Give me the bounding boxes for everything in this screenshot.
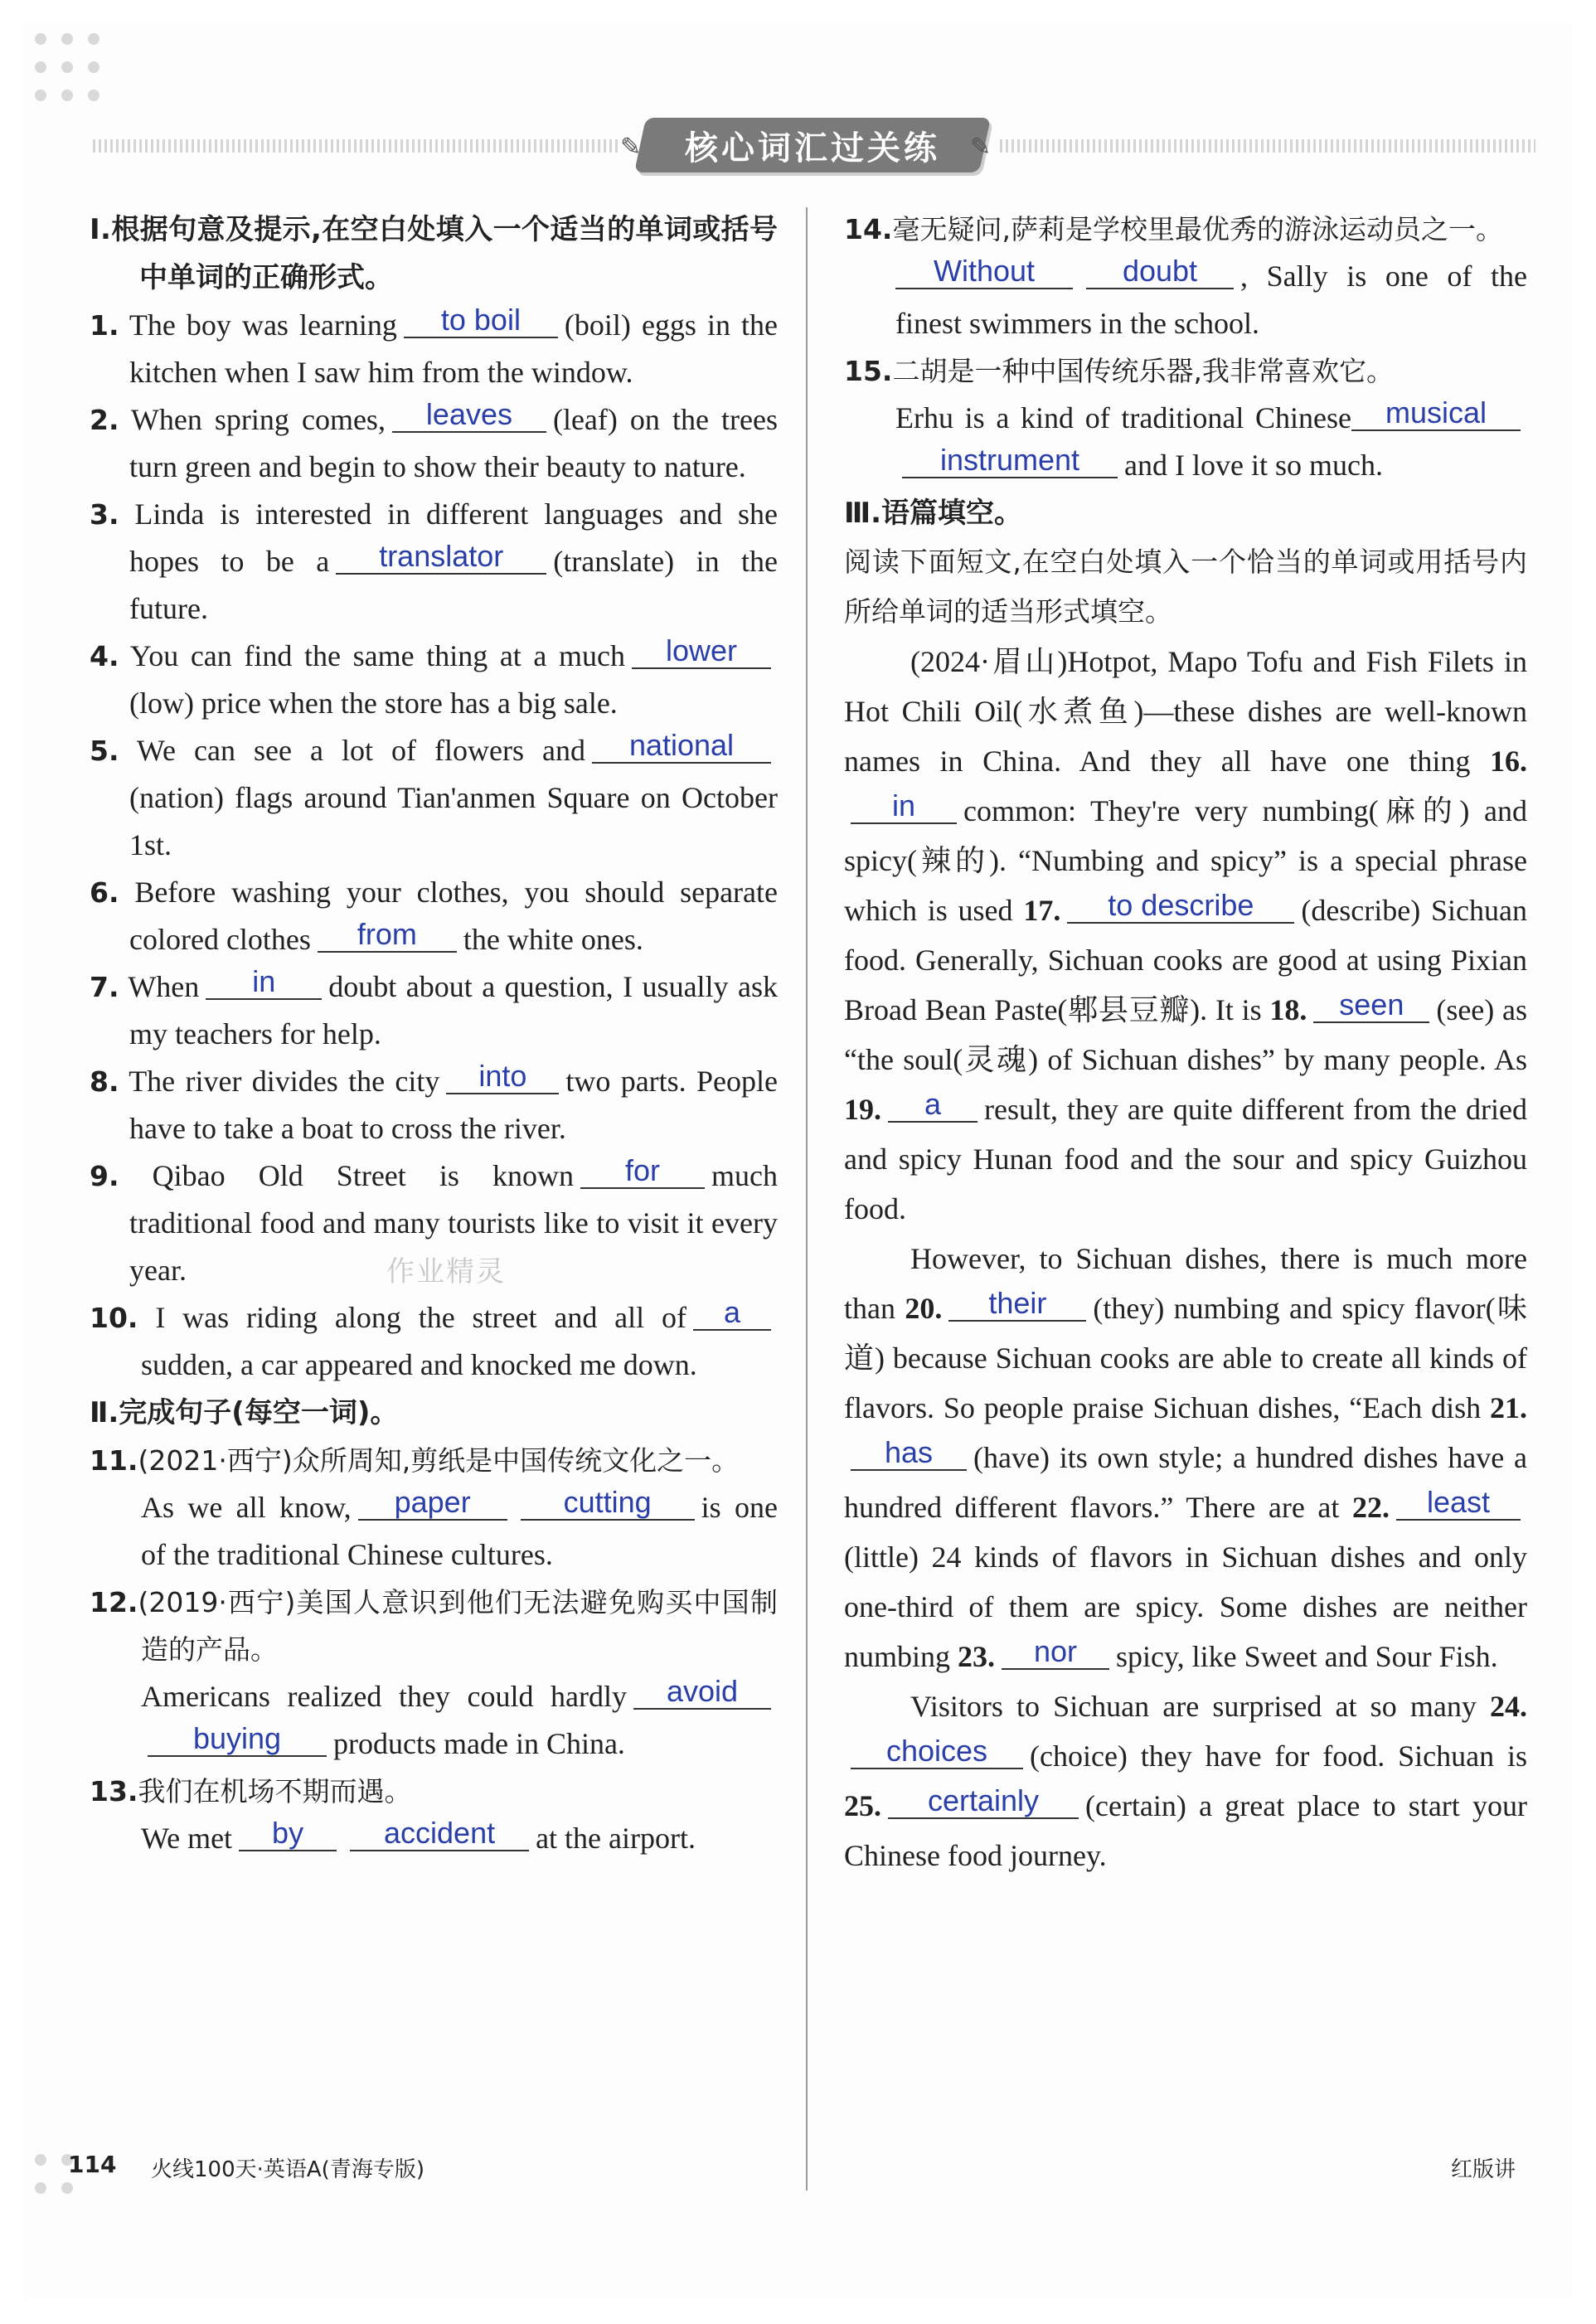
answer-blank[interactable]: into: [446, 1060, 559, 1094]
page-number: 114: [68, 2151, 117, 2178]
question-7: 7. When in doubt about a question, I usually ask my teachers for help.: [90, 964, 779, 1050]
answer-blank[interactable]: least: [1396, 1486, 1521, 1521]
answer-blank[interactable]: by: [239, 1817, 337, 1851]
section-title: 核心词汇过关练: [685, 129, 940, 167]
answer-blank[interactable]: translator: [336, 540, 546, 575]
question-3: 3. Linda is interested in different languages and she hopes to be a translator (translate) in the future.: [90, 497, 778, 625]
answer-blank[interactable]: for: [580, 1154, 705, 1189]
answer-blank[interactable]: choices: [851, 1735, 1023, 1769]
answer-blank[interactable]: avoid: [633, 1675, 771, 1710]
section-3-heading: Ⅲ.语篇填空。: [844, 497, 1023, 530]
section-1-heading: Ⅰ.根据句意及提示,在空白处填入一个适当的单词或括号中单词的正确形式。: [90, 213, 778, 294]
answer-blank[interactable]: paper: [358, 1486, 507, 1521]
answer-blank[interactable]: musical: [1351, 396, 1521, 431]
watermark: 作业精灵: [386, 1255, 506, 1288]
answer-blank[interactable]: to describe: [1067, 889, 1294, 924]
pencil-icon: ✎: [970, 133, 992, 162]
answer-blank[interactable]: to boil: [404, 303, 558, 338]
answer-blank[interactable]: in: [206, 965, 322, 1000]
question-13: 13.我们在机场不期而遇。 We met by accident at the airport.: [90, 1775, 696, 1855]
answer-blank[interactable]: certainly: [888, 1784, 1079, 1819]
answer-blank[interactable]: instrument: [902, 444, 1118, 478]
answer-blank[interactable]: buying: [148, 1722, 327, 1757]
question-12: 12.(2019·西宁)美国人意识到他们无法避免购买中国制造的产品。 Americans realized they could hardly avoidbuying products made in China.: [90, 1586, 778, 1760]
answer-blank[interactable]: accident: [350, 1817, 529, 1851]
answer-blank[interactable]: national: [592, 729, 771, 764]
question-9: 9. Qibao Old Street is known for much traditional food and many tourists like to visit it every year.: [90, 1153, 778, 1287]
answer-blank[interactable]: in: [851, 789, 957, 824]
question-4: 4. You can find the same thing at a much lower(low) price when the store has a big sale.: [90, 633, 778, 727]
question-8: 8. The river divides the city into two parts. People have to take a boat to cross the river.: [90, 1059, 778, 1145]
book-title: 火线100天·英语A(青海专版): [151, 2157, 424, 2182]
right-column: [844, 206, 1527, 1880]
passage-paragraph-1: (2024·眉山)Hotpot, Mapo Tofu and Fish Filets in Hot Chili Oil(水煮鱼)—these dishes are well-known names in China. And they all have one thing 16.in common: They're very numbing(麻的) and spicy(辣的). “Numbing and spicy” is a special phrase which is used 17. to describe (describe) Sichuan food. Generally, Sichuan cooks are good at using Pixian Broad Bean Paste(郫县豆瓣). It is 18. seen (see) as “the soul(灵魂) of Sichuan dishes” by many people. As 19. a result, they are quite different from the dried and spicy Hunan food and the sour and spicy Guizhou food.: [844, 645, 1527, 1225]
section-3-instruction: 阅读下面短文,在空白处填入一个恰当的单词或用括号内所给单词的适当形式填空。: [844, 546, 1527, 628]
answer-blank[interactable]: leaves: [392, 398, 546, 433]
edition-label: 红版讲: [1451, 2157, 1516, 2182]
answer-blank[interactable]: lower: [632, 634, 771, 669]
answer-blank[interactable]: a: [888, 1088, 977, 1123]
question-14: 14.毫无疑问,萨莉是学校里最优秀的游泳运动员之一。 Without doubt , Sally is one of the finest swimmers in the school.: [844, 213, 1527, 340]
answer-blank[interactable]: from: [318, 918, 457, 953]
question-6: 6. Before washing your clothes, you should separate colored clothes from the white ones.: [90, 876, 778, 956]
left-column: [90, 206, 778, 1862]
pencil-icon: ✎: [620, 133, 642, 162]
question-5: 5. We can see a lot of flowers and national(nation) flags around Tian'anmen Square on October 1st.: [90, 728, 778, 861]
question-2: 2. When spring comes, leaves (leaf) on the trees turn green and begin to show their beauty to nature.: [90, 397, 778, 483]
question-10: 10. I was riding along the street and all of asudden, a car appeared and knocked me down.: [90, 1294, 778, 1389]
answer-blank[interactable]: a: [693, 1296, 771, 1331]
answer-blank[interactable]: cutting: [521, 1486, 695, 1521]
banner-line-right: [1000, 139, 1535, 153]
question-11: 11.(2021·西宁)众所周知,剪纸是中国传统文化之一。 As we all know, paper cutting is one of the traditional Chinese cultures.: [90, 1444, 778, 1571]
question-1: 1. The boy was learning to boil (boil) eggs in the kitchen when I saw him from the window.: [90, 303, 778, 389]
passage-paragraph-3: Visitors to Sichuan are surprised at so many 24.choices (choice) they have for food. Sichuan is 25. certainly (certain) a great place to start your Chinese food journey.: [844, 1690, 1528, 1872]
corner-dots-top: [35, 33, 99, 101]
answer-blank[interactable]: has: [851, 1436, 967, 1471]
passage-paragraph-2: However, to Sichuan dishes, there is much more than 20. their (they) numbing and spicy flavor(味道) because Sichuan cooks are able to create all kinds of flavors. So people praise Sichuan dishes, “Each dish 21.has (have) its own style; a hundred dishes have a hundred different flavors.” There are at 22. least(little) 24 kinds of flavors in Sichuan dishes and only one-third of them are spicy. Some dishes are neither numbing 23. nor spicy, like Sweet and Sour Fish.: [844, 1242, 1528, 1673]
answer-blank[interactable]: their: [948, 1287, 1086, 1322]
banner-line-left: [93, 139, 620, 153]
question-15: 15.二胡是一种中国传统乐器,我非常喜欢它。 Erhu is a kind of traditional Chinese musicalinstrument and I love it so much.: [844, 347, 1527, 489]
answer-blank[interactable]: seen: [1313, 988, 1429, 1023]
column-divider: [806, 207, 808, 2191]
answer-blank[interactable]: nor: [1002, 1635, 1109, 1670]
answer-blank[interactable]: Without: [895, 255, 1073, 289]
answer-blank[interactable]: doubt: [1086, 255, 1234, 289]
section-2-heading: Ⅱ.完成句子(每空一词)。: [90, 1396, 399, 1429]
